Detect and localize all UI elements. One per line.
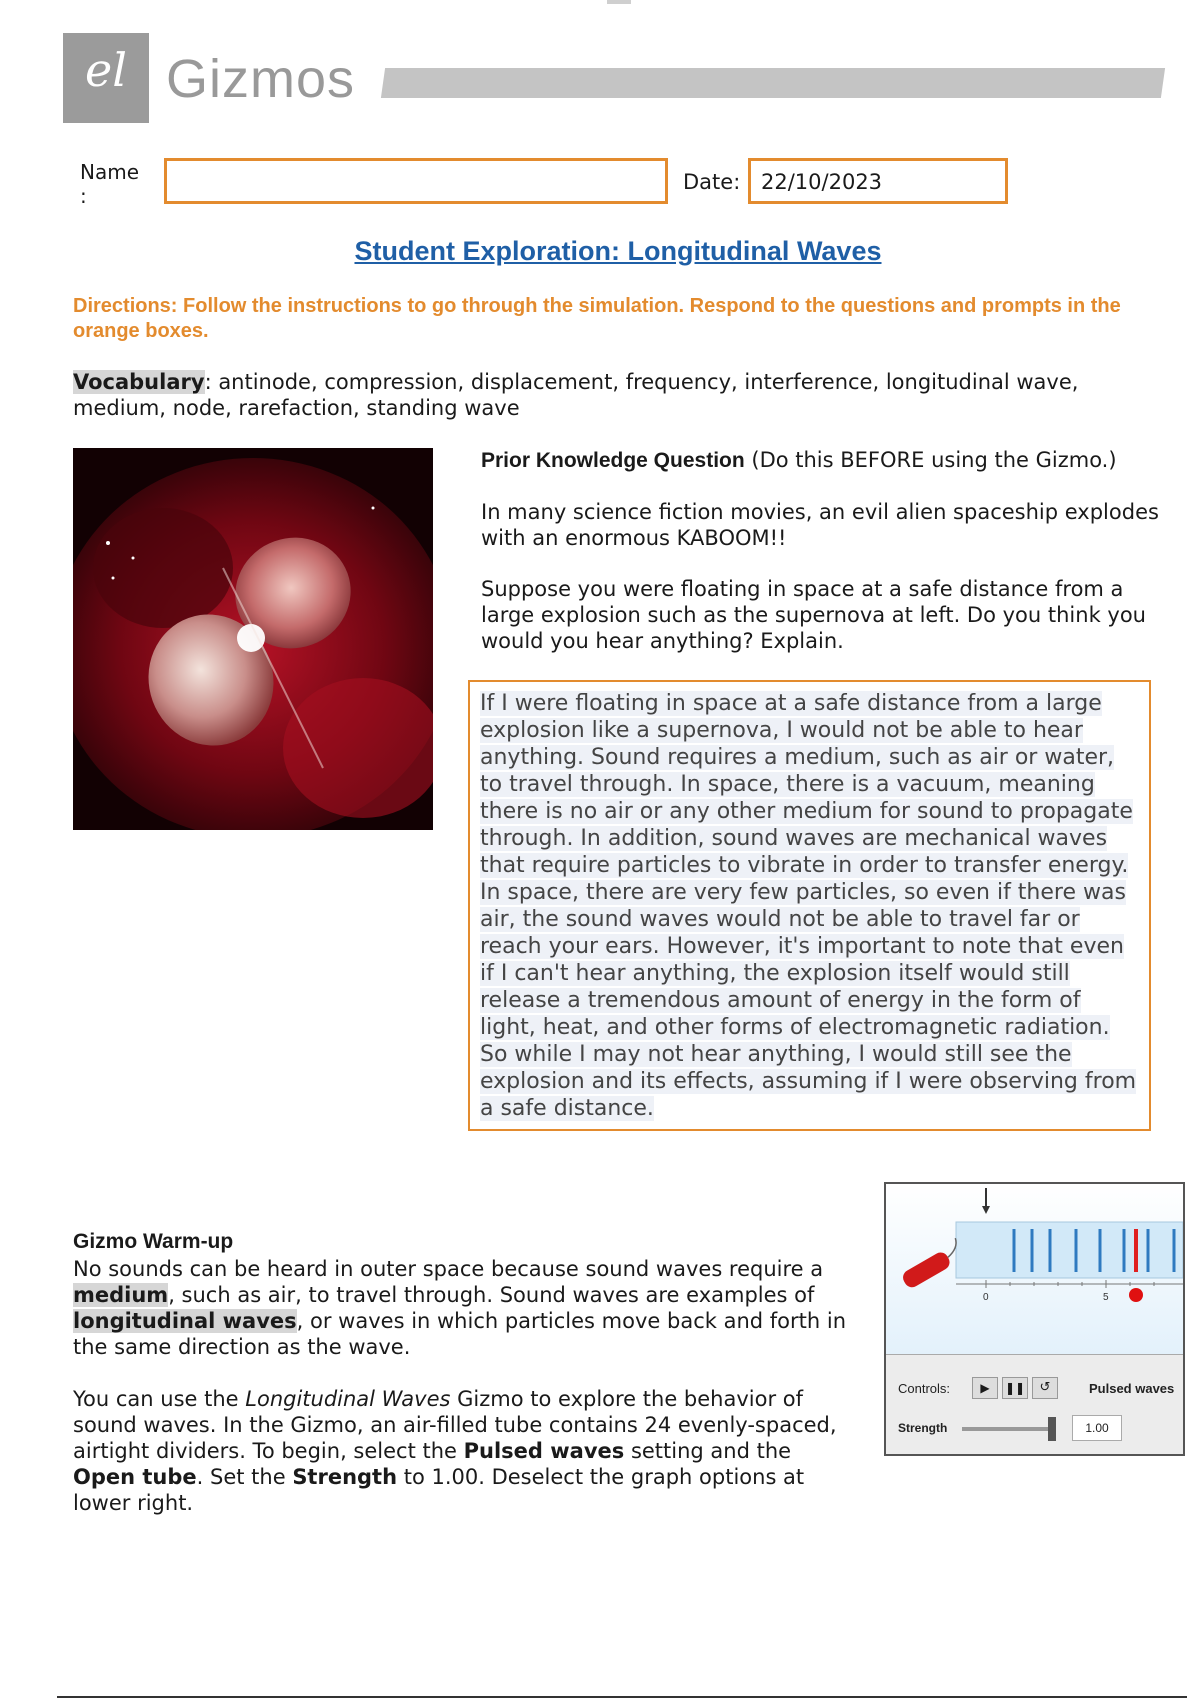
- warmup-paragraph-2: [73, 1386, 853, 1516]
- name-field[interactable]: [164, 158, 668, 204]
- prior-knowledge-heading: [481, 447, 1181, 474]
- warmup-text: . Set the: [196, 1465, 293, 1489]
- vocabulary-paragraph: [73, 369, 1153, 421]
- gizmo-controls-panel: [886, 1354, 1183, 1455]
- vocabulary-terms: : antinode, compression, displacement, frequency, interference, longitudinal wave, medium, node, rarefaction, standing wave: [73, 370, 1079, 420]
- warmup-text: , such as air, to travel through. Sound waves are examples of: [168, 1283, 815, 1307]
- warmup-text: , or waves in which particles move back and forth in the same direction as the wave.: [73, 1309, 847, 1359]
- bottom-rule: [57, 1696, 1187, 1698]
- prior-knowledge-question-2: Suppose you were floating in space at a safe distance from a large explosion such as the supernova at left. Do you think you would you hear anything? Explain.: [481, 577, 1146, 653]
- warmup-text: to 1.00. Deselect the graph options at lower right.: [73, 1465, 805, 1515]
- brand-name: Gizmos: [166, 49, 356, 109]
- date-label: Date:: [683, 170, 741, 194]
- warmup-text: setting and the: [624, 1439, 792, 1463]
- answer-text: If I were floating in space at a safe distance from a large explosion like a supernova, I would not be able to hear anything. Sound requires a medium, such as air or water, to travel through. In space, there is a vacuum, meaning there is no air or any other medium for sound to propagate through. In addition, sound waves are mechanical waves that require particles to vibrate in order to transfer energy. In space, there are very few particles, so even if there was air, the sound waves would not be able to travel far or reach your ears. However, it's important to note that even if I can't hear anything, the explosion itself would still release a tremendous amount of energy in the form of light, heat, and other forms of electromagnetic radiation. So while I may not hear anything, I would still see the explosion and its effects, assuming if I were observing from a safe distance.: [480, 691, 1137, 1121]
- prior-knowledge-title: Prior Knowledge Question: [481, 449, 745, 472]
- warmup-text: You can use the: [73, 1387, 246, 1411]
- prior-knowledge-note: (Do this BEFORE using the Gizmo.): [744, 448, 1117, 472]
- directions-text: Directions: Follow the instructions to go through the simulation. Respond to the questions and prompts in the orange boxes.: [73, 295, 1121, 342]
- pulsed-waves-term: Pulsed waves: [463, 1439, 625, 1463]
- gizmo-tick-0: 0: [983, 1292, 989, 1303]
- gizmo-tick-5: 5: [1103, 1292, 1109, 1303]
- strength-value-field[interactable]: 1.00: [1072, 1415, 1122, 1441]
- vocabulary-label: Vocabulary: [73, 370, 205, 394]
- strength-slider-handle[interactable]: [1048, 1417, 1056, 1441]
- pause-icon[interactable]: ❚❚: [1002, 1377, 1028, 1399]
- top-tick-mark: [607, 0, 631, 4]
- strength-label: Strength: [898, 1421, 948, 1435]
- name-label: Name :: [80, 160, 140, 208]
- longitudinal-waves-term: longitudinal waves: [73, 1309, 297, 1333]
- warmup-text: No sounds can be heard in outer space because sound waves require a: [73, 1257, 824, 1281]
- page-title[interactable]: Student Exploration: Longitudinal Waves: [354, 236, 882, 266]
- explore-learning-logo-icon: el: [85, 43, 127, 97]
- header-bar: [381, 68, 1165, 98]
- gizmo-screenshot: [884, 1182, 1185, 1456]
- supernova-image: [73, 448, 433, 830]
- warmup-paragraph-1: [73, 1256, 853, 1360]
- controls-label: Controls:: [898, 1381, 951, 1396]
- strength-slider-track[interactable]: [962, 1427, 1054, 1431]
- warmup-text: Gizmo to explore the behavior of sound waves. In the Gizmo, an air-filled tube contains 24 evenly-spaced, airtight dividers. To begin, select the: [73, 1387, 837, 1463]
- warmup-heading: Gizmo Warm-up: [73, 1230, 234, 1253]
- medium-term: medium: [73, 1283, 169, 1307]
- strength-term: Strength: [292, 1465, 398, 1489]
- gizmo-simulation-area: [886, 1184, 1183, 1354]
- prior-knowledge-question-1: In many science fiction movies, an evil alien spaceship explodes with an enormous KABOOM!!: [481, 500, 1159, 550]
- date-field[interactable]: 22/10/2023: [748, 158, 1008, 204]
- play-icon[interactable]: ▶: [972, 1377, 998, 1399]
- open-tube-term: Open tube: [73, 1465, 197, 1489]
- gizmo-name: Longitudinal Waves: [245, 1387, 451, 1411]
- answer-box[interactable]: [468, 680, 1151, 1131]
- reset-icon[interactable]: ↺: [1032, 1377, 1058, 1399]
- mode-label[interactable]: Pulsed waves: [1089, 1381, 1175, 1396]
